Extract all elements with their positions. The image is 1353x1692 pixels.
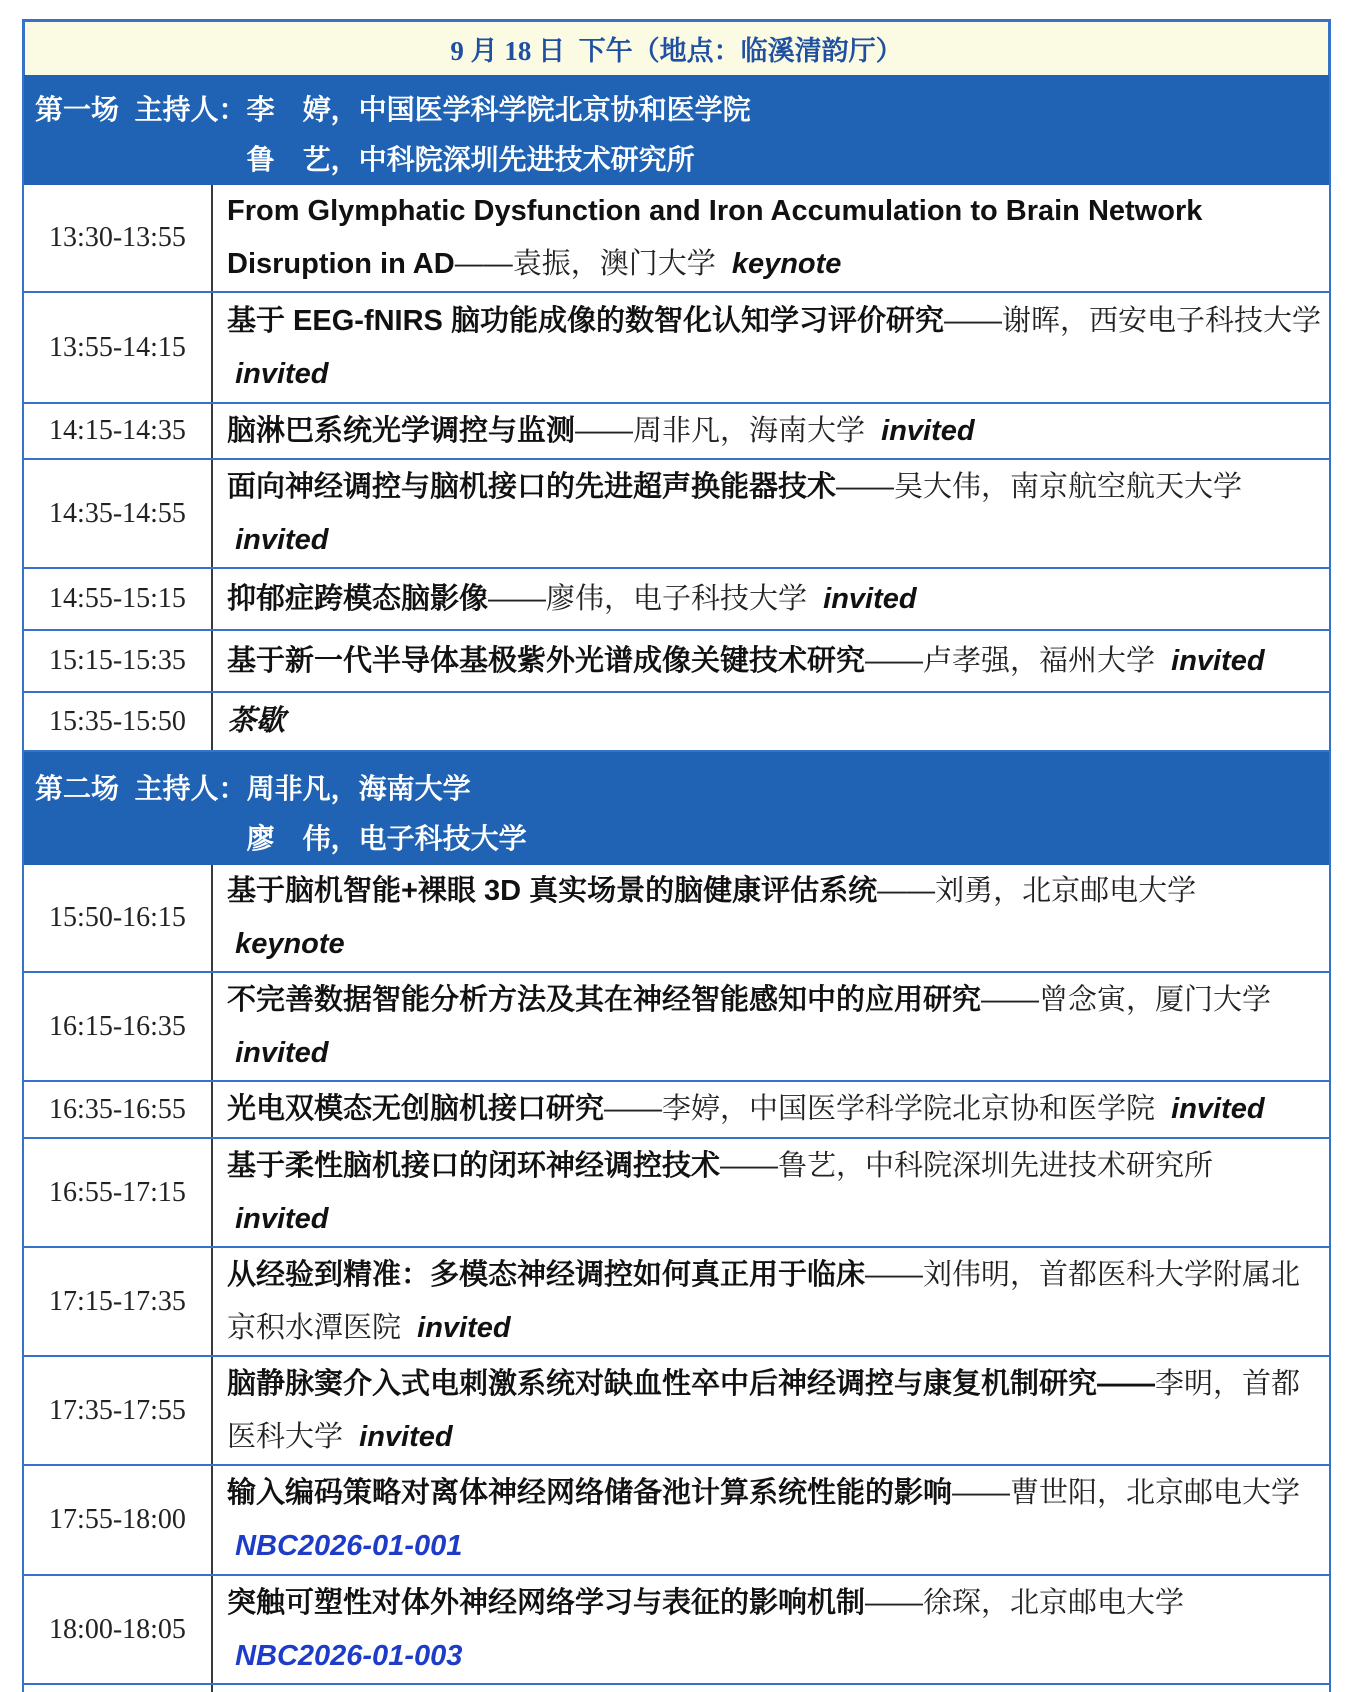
- talk-text: [227, 635, 1321, 688]
- talk-text: [227, 1249, 1321, 1355]
- talk-cell: [213, 1576, 1329, 1683]
- speaker-affiliation: ——曾念寅，厦门大学: [981, 983, 1272, 1016]
- talk-text: [227, 1577, 1321, 1683]
- talk-type-tag: invited: [1171, 644, 1265, 677]
- talk-cell: [213, 1082, 1329, 1137]
- talk-type-tag: keynote: [235, 928, 345, 960]
- schedule-row: [22, 1139, 1331, 1248]
- talk-type-tag: invited: [359, 1420, 453, 1453]
- talk-type-tag: invited: [881, 414, 975, 447]
- talk-title: 基于 EEG-fNIRS 脑功能成像的数智化认知学习评价研究: [227, 304, 944, 337]
- day-header-title: 9 月 18 日 下午（地点：临溪清韵厅）: [450, 36, 903, 66]
- time-slot: 16:35-16:55: [24, 1082, 213, 1137]
- talk-cell: [213, 185, 1329, 291]
- talk-title: 基于柔性脑机接口的闭环神经调控技术: [227, 1149, 721, 1182]
- schedule-row: [22, 1576, 1331, 1685]
- talk-type-tag: invited: [235, 1202, 329, 1235]
- time-slot: 16:15-16:35: [24, 973, 213, 1080]
- talk-cell: [213, 1248, 1329, 1355]
- speaker-affiliation: ——刘伟明，首都医科大学附属北京积水潭医院: [227, 1258, 1301, 1344]
- talk-text: [227, 974, 1321, 1080]
- speaker-affiliation: ——李婷，中国医学科学院北京协和医学院: [604, 1093, 1156, 1125]
- time-slot: 14:15-14:35: [24, 404, 213, 458]
- talk-title: 不完善数据智能分析方法及其在神经智能感知中的应用研究: [227, 983, 982, 1016]
- talk-type-tag: invited: [1171, 1093, 1265, 1125]
- speaker-affiliation: ——曹世阳，北京邮电大学: [952, 1477, 1301, 1509]
- schedule-row: [22, 460, 1331, 569]
- talk-text: [227, 1358, 1321, 1464]
- session-host: 鲁 艺，中科院深圳先进技术研究所: [246, 144, 695, 175]
- talk-text: [227, 1467, 1321, 1573]
- talk-cell: [213, 865, 1329, 971]
- talk-type-tag: invited: [823, 582, 917, 615]
- session-host: 周非凡，海南大学: [246, 773, 471, 804]
- talk-cell: [213, 569, 1329, 629]
- talk-title: From Glymphatic Dysfunction and Iron Accumulation to Brain Network Disruption in AD: [227, 195, 1203, 280]
- talk-text: [227, 1140, 1321, 1246]
- talk-type-tag: invited: [235, 1036, 329, 1069]
- talk-title: 光电双模态无创脑机接口研究: [227, 1093, 605, 1125]
- talk-text: [227, 405, 1321, 458]
- submission-id-tag: NBC2026-01-003: [235, 1639, 463, 1672]
- time-slot: 14:35-14:55: [24, 460, 213, 567]
- time-slot: 13:55-14:15: [24, 293, 213, 402]
- schedule-row: [22, 1357, 1331, 1466]
- schedule-row: [22, 1082, 1331, 1139]
- speaker-affiliation: ——徐琛，北京邮电大学: [865, 1586, 1185, 1619]
- talk-cell: [213, 1139, 1329, 1246]
- talk-title: 输入编码策略对离体神经网络储备池计算系统性能的影响: [227, 1477, 953, 1509]
- talk-title: 基于新一代半导体基极紫外光谱成像关键技术研究: [227, 644, 866, 677]
- time-slot: 14:55-15:15: [24, 569, 213, 629]
- schedule-row: [22, 1248, 1331, 1357]
- speaker-affiliation: 李明，首都医科大学: [227, 1367, 1301, 1453]
- schedule-row: [22, 293, 1331, 404]
- talk-cell: [213, 1357, 1329, 1464]
- time-slot: 16:55-17:15: [24, 1139, 213, 1246]
- schedule-row: [22, 973, 1331, 1082]
- talk-title: 脑静脉窦介入式电刺激系统对缺血性卒中后神经调控与康复机制研究——: [227, 1367, 1156, 1400]
- talk-title: 基于脑机智能+裸眼 3D 真实场景的脑健康评估系统: [227, 875, 878, 907]
- schedule-row: [22, 404, 1331, 460]
- time-slot: 17:35-17:55: [24, 1357, 213, 1464]
- session-host: 廖 伟，电子科技大学: [246, 823, 527, 854]
- speaker-affiliation: ——袁振，澳门大学: [454, 248, 716, 280]
- schedule-row: [22, 1466, 1331, 1576]
- talk-title: 突触可塑性对体外神经网络学习与表征的影响机制: [227, 1586, 866, 1619]
- talk-cell: [213, 693, 1329, 750]
- session-label: 第二场 主持人：: [35, 773, 247, 804]
- talk-text: [227, 295, 1321, 401]
- day-header: [22, 19, 1331, 75]
- talk-cell: [213, 404, 1329, 458]
- tea-break-label: 茶歇: [227, 705, 286, 737]
- schedule-row-break: [22, 693, 1331, 752]
- session-header: [22, 75, 1331, 185]
- talk-cell: [213, 293, 1329, 402]
- talk-title: 抑郁症跨模态脑影像: [227, 582, 489, 615]
- speaker-affiliation: ——谢晖，西安电子科技大学: [943, 304, 1321, 337]
- talk-type-tag: invited: [235, 357, 329, 390]
- talk-text: [227, 865, 1321, 971]
- time-slot: 17:15-17:35: [24, 1248, 213, 1355]
- talk-type-tag: invited: [235, 523, 329, 556]
- speaker-affiliation: ——卢孝强，福州大学: [865, 644, 1156, 677]
- session-host: 李 婷，中国医学科学院北京协和医学院: [246, 94, 751, 125]
- schedule-table: [22, 19, 1331, 1692]
- session-label: 第一场 主持人：: [35, 94, 247, 125]
- submission-id-tag: NBC2026-01-001: [235, 1530, 463, 1562]
- talk-cell: [213, 460, 1329, 567]
- talk-text: [227, 573, 1321, 626]
- time-slot: 15:50-16:15: [24, 865, 213, 971]
- session-hosts: [247, 85, 751, 185]
- speaker-affiliation: ——鲁艺，中科院深圳先进技术研究所: [720, 1149, 1214, 1182]
- speaker-affiliation: ——刘勇，北京邮电大学: [877, 875, 1197, 907]
- speaker-affiliation: ——吴大伟，南京航空航天大学: [836, 470, 1243, 503]
- session-header: [22, 752, 1331, 865]
- talk-text: [227, 1083, 1321, 1136]
- time-slot: 18:00-18:05: [24, 1576, 213, 1683]
- talk-text: [227, 695, 1321, 748]
- schedule-row-cut-off: [22, 1685, 1331, 1692]
- schedule-row: [22, 185, 1331, 293]
- time-slot: 15:35-15:50: [24, 693, 213, 750]
- talk-text: [227, 461, 1321, 567]
- talk-text: [227, 185, 1321, 291]
- talk-title: 面向神经调控与脑机接口的先进超声换能器技术: [227, 470, 837, 503]
- schedule-row: [22, 865, 1331, 973]
- time-slot-empty: [24, 1685, 213, 1692]
- time-slot: 13:30-13:55: [24, 185, 213, 291]
- talk-cell: [213, 1466, 1329, 1574]
- talk-cell: [213, 631, 1329, 691]
- talk-cell-empty: [213, 1685, 1329, 1692]
- talk-type-tag: invited: [417, 1311, 511, 1344]
- schedule-row: [22, 631, 1331, 693]
- talk-title: 脑淋巴系统光学调控与监测: [227, 414, 576, 447]
- talk-type-tag: keynote: [731, 248, 842, 280]
- talk-cell: [213, 973, 1329, 1080]
- talk-title: 从经验到精准：多模态神经调控如何真正用于临床: [227, 1258, 866, 1291]
- time-slot: 15:15-15:35: [24, 631, 213, 691]
- speaker-affiliation: ——廖伟，电子科技大学: [488, 582, 808, 615]
- speaker-affiliation: ——周非凡，海南大学: [575, 414, 866, 447]
- time-slot: 17:55-18:00: [24, 1466, 213, 1574]
- session-hosts: [247, 764, 527, 864]
- schedule-row: [22, 569, 1331, 631]
